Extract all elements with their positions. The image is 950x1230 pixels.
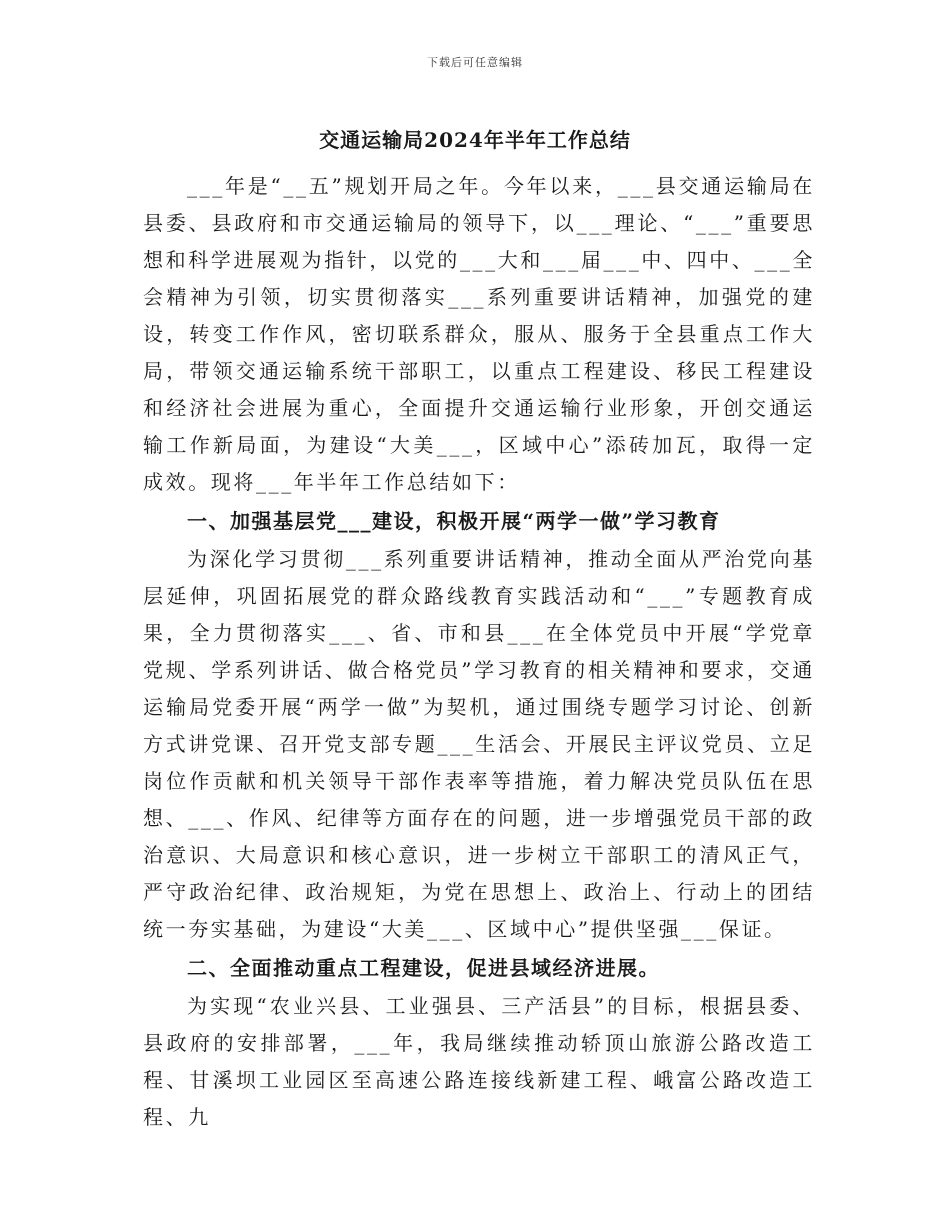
document-body <box>143 168 815 1136</box>
section-1-paragraph: 为深化学习贯彻___系列重要讲话精神，推动全面从严治党向基层延伸，巩固拓展党的群众路线教育实践活动和“___”专题教育成果，全力贯彻落实___、省、市和县___在全体党员中开展“学党章党规、学系列讲话、做合格党员”学习教育的相关精神和要求，交通运输局党委开展“两学一做”为契机，通过围绕专题学习讨论、创新方式讲党课、召开党支部专题___生活会、开展民主评议党员、立足岗位作贡献和机关领导干部作表率等措施，着力解决党员队伍在思想、___、作风、纪律等方面存在的问题，进一步增强党员干部的政治意识、大局意识和核心意识，进一步树立干部职工的清风正气，严守政治纪律、政治规矩，为党在思想上、政治上、行动上的团结统一夯实基础，为建设“大美___、区域中心”提供坚强___保证。 <box>143 547 815 941</box>
intro-paragraph: ___年是“__五”规划开局之年。今年以来，___县交通运输局在县委、县政府和市交通运输局的领导下，以___理论、“___”重要思想和科学进展观为指针，以党的___大和___届___中、四中、___全会精神为引领，切实贯彻落实___系列重要讲话精神，加强党的建设，转变工作作风，密切联系群众，服从、服务于全县重点工作大局，带领交通运输系统干部职工，以重点工程建设、移民工程建设和经济社会进展为重心，全面提升交通运输行业形象，开创交通运输工作新局面，为建设“大美___，区域中心”添砖加瓦，取得一定成效。现将___年半年工作总结如下： <box>143 174 815 494</box>
section-heading-2: 二、全面推动重点工程建设，促进县域经济进展。 <box>187 956 660 980</box>
header-note: 下载后可任意编辑 <box>427 56 523 69</box>
document-title: 交通运输局2024年半年工作总结 <box>319 128 631 152</box>
section-2-paragraph: 为实现“农业兴县、工业强县、三产活县”的目标，根据县委、县政府的安排部署，___年，我局继续推动轿顶山旅游公路改造工程、甘溪坝工业园区至高速公路连接线新建工程、峨富公路改造工程、九 <box>143 994 815 1129</box>
section-heading-1: 一、加强基层党___建设，积极开展“两学一做”学习教育 <box>187 509 721 533</box>
